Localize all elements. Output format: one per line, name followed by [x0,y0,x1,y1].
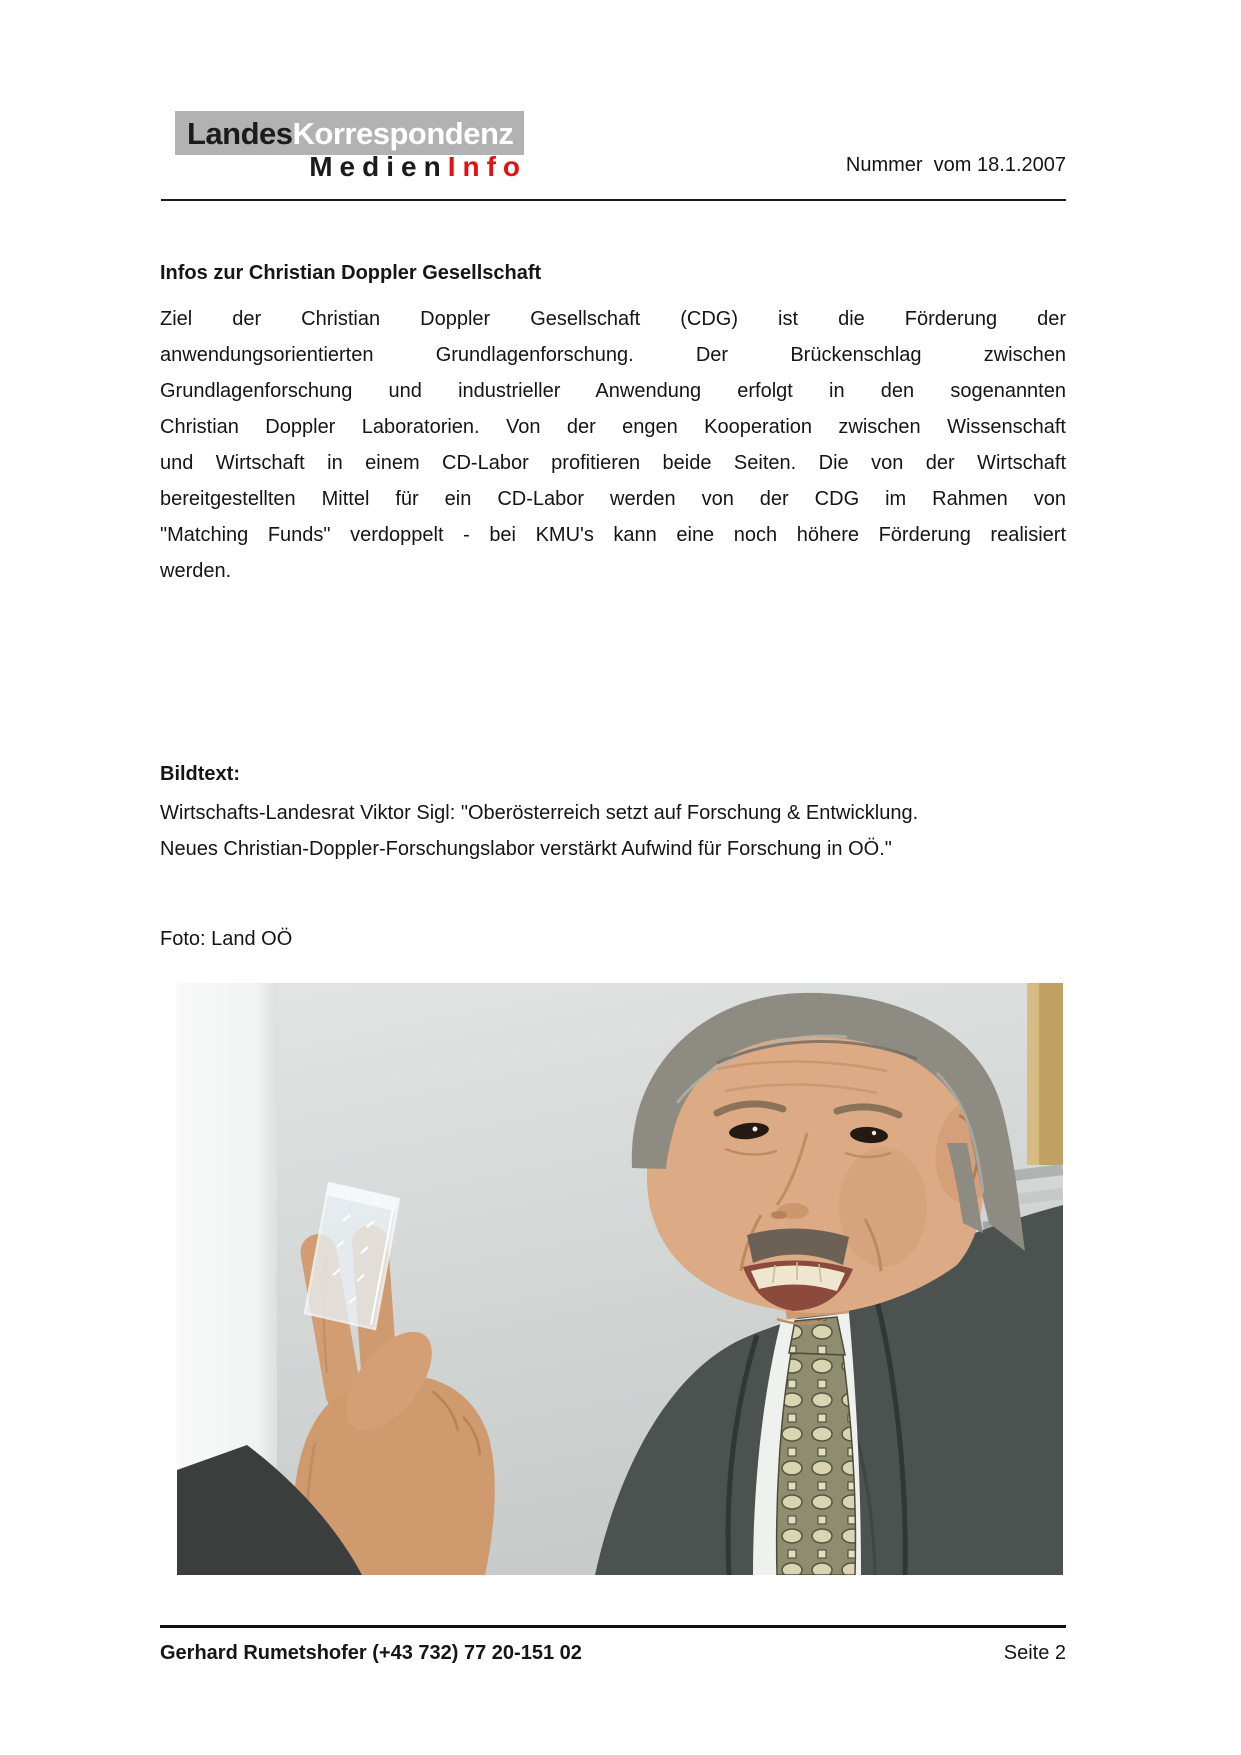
caption-text [160,795,1066,867]
body-line: Grundlagenforschung und industrieller Anwendung erfolgt in den sogenannten [160,380,1066,402]
logo-text-info: Info [447,151,527,182]
caption-line: Neues Christian-Doppler-Forschungslabor verstärkt Aufwind für Forschung in OÖ." [160,838,892,860]
body-line: Christian Doppler Laboratorien. Von der engen Kooperation zwischen Wissenschaft [160,416,1066,438]
article-title: Infos zur Christian Doppler Gesellschaft [160,262,542,284]
logo-text-korrespondenz: Korrespondenz [292,116,514,151]
body-line: anwendungsorientierten Grundlagenforschung. Der Brückenschlag zwischen [160,344,1066,366]
header-divider [161,199,1066,201]
caption-line: Wirtschafts-Landesrat Viktor Sigl: "Oberösterreich setzt auf Forschung & Entwicklung. [160,802,919,824]
body-line: Ziel der Christian Doppler Gesellschaft (CDG) ist die Förderung der [160,308,1066,330]
issue-date: Nummer vom 18.1.2007 [845,154,1066,176]
footer-divider [160,1625,1066,1628]
caption-label: Bildtext: [160,763,240,785]
press-photo-image [177,983,1063,1575]
page-number: Seite 2 [1003,1642,1066,1664]
logo [175,111,524,155]
logo-text-medien: Medien [309,151,448,182]
footer-contact: Gerhard Rumetshofer (+43 732) 77 20-151 02 [160,1642,582,1664]
article-body [160,301,1066,589]
logo-subline [175,152,527,183]
body-line: bereitgestellten Mittel für ein CD-Labor werden von der CDG im Rahmen von [160,488,1066,510]
photo-credit: Foto: Land OÖ [160,928,293,950]
body-line: "Matching Funds" verdoppelt - bei KMU's kann eine noch höhere Förderung realisiert [160,524,1066,546]
body-line: und Wirtschaft in einem CD-Labor profitieren beide Seiten. Die von der Wirtschaft [160,452,1066,474]
body-line: werden. [160,560,232,582]
logo-text-landes: Landes [187,116,293,151]
press-photo [177,983,1063,1575]
